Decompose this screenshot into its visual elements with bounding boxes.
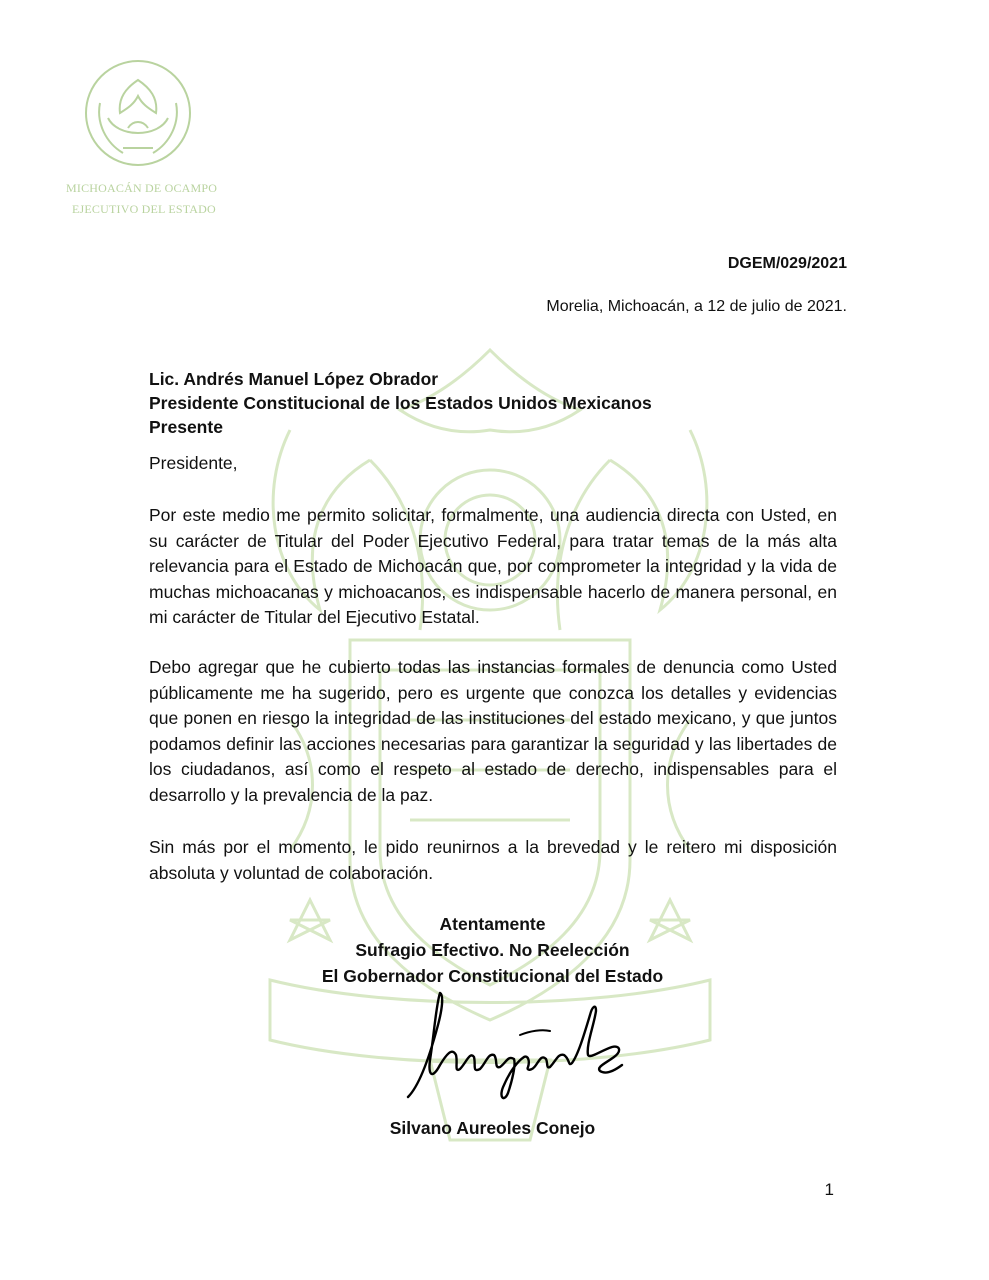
closing-position: El Gobernador Constitucional del Estado [321,966,664,986]
body-paragraph: Sin más por el momento, le pido reunirnos a la brevedad y le reitero mi disposición absoluta y voluntad de colaboración. [149,837,837,883]
place-and-date: Morelia, Michoacán, a 12 de julio de 2021. [546,298,847,315]
body-paragraph: Por este medio me permito solicitar, formalmente, una audiencia directa con Usted, en su carácter de Titular del Poder Ejecutivo Federal, para tratar temas de la más alta relevancia para el Estado de Michoacán que, por comprometer la integridad y la vida de muchas michoacanas y michoacanos, es indispensable hacerlo de manera personal, en mi carácter de Titular del Ejecutivo Estatal. [149,505,837,627]
signer-name: Silvano Aureoles Conejo [389,1118,596,1138]
addressee-block [149,367,652,439]
national-seal-icon [78,58,198,168]
body-paragraph: Debo agregar que he cubierto todas las instancias formales de denuncia como Usted públicamente me ha sugerido, pero es urgente que conozca los detalles y evidencias que ponen en riesgo la integridad de las instituciones del estado mexicano, y que juntos podamos definir las acciones necesarias para garantizar la seguridad y las libertades de los ciudadanos, así como el respeto al estado de derecho, indispensables para el desarrollo y la prevalencia de la paz. [149,657,837,805]
addressee-title: Presidente Constitucional de los Estados Unidos Mexicanos [149,393,652,413]
greeting: Presidente, [149,453,238,473]
letterhead-office-name: EJECUTIVO DEL ESTADO [72,202,216,216]
handwritten-signature [400,985,630,1105]
closing-block [240,911,745,989]
closing-motto: Sufragio Efectivo. No Reelección [355,940,630,960]
addressee-presente: Presente [149,417,223,437]
page-number: 1 [824,1180,834,1199]
letterhead-state-name: MICHOACÁN DE OCAMPO [66,181,218,195]
closing-atentamente: Atentamente [439,914,546,934]
addressee-name: Lic. Andrés Manuel López Obrador [149,369,439,389]
document-reference: DGEM/029/2021 [727,255,847,272]
